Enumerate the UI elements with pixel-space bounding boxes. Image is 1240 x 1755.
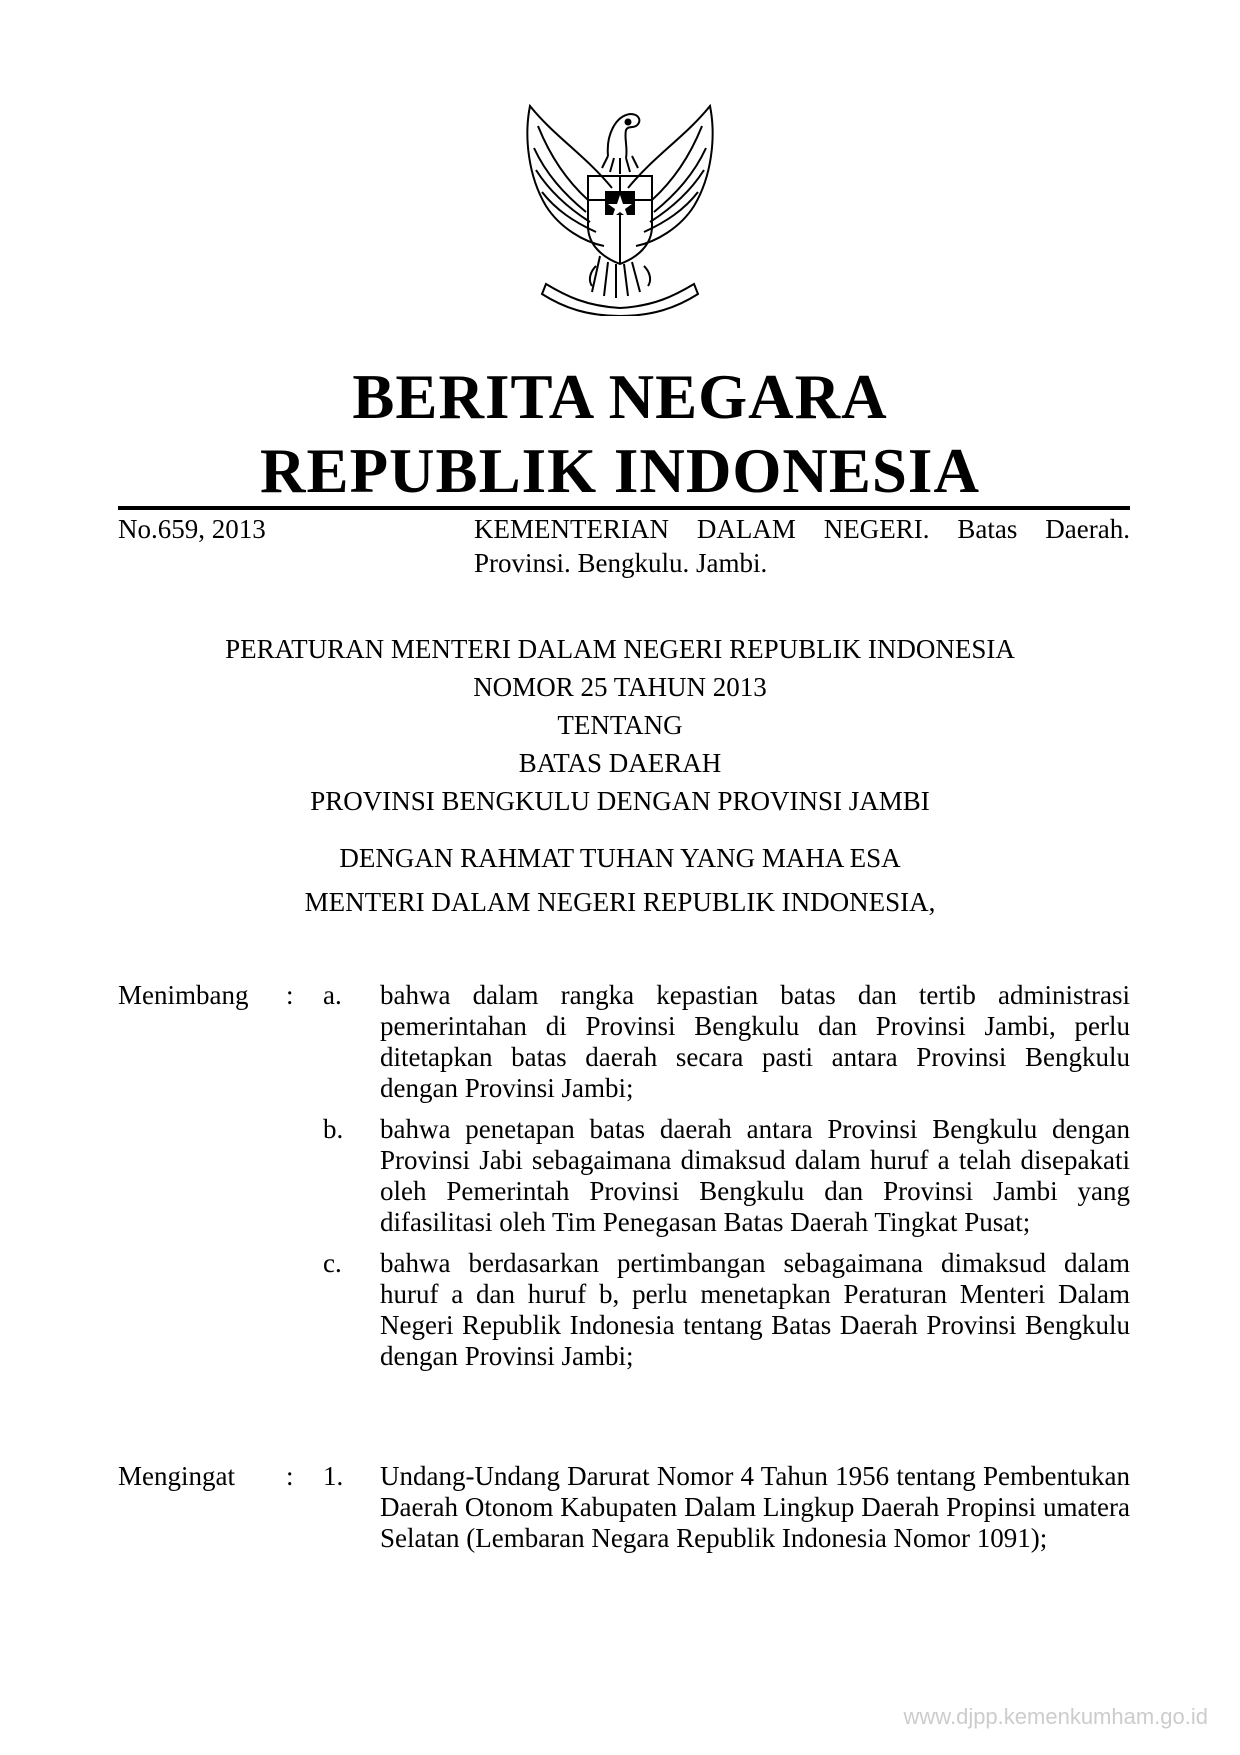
issue-number: No.659, 2013 <box>118 514 266 544</box>
watermark-url: www.djpp.kemenkumham.go.id <box>903 1704 1208 1729</box>
regulation-number: NOMOR 25 TAHUN 2013 <box>473 672 767 702</box>
section-label: Mengingat <box>118 1461 235 1491</box>
issue-topic-line: Provinsi. Bengkulu. Jambi. <box>474 548 768 578</box>
regulation-subject-detail: PROVINSI BENGKULU DENGAN PROVINSI JAMBI <box>310 786 930 816</box>
regulation-title <box>0 630 1240 924</box>
menimbang-section <box>118 980 1130 1382</box>
masthead-rule <box>118 506 1130 510</box>
list-item <box>118 1461 1130 1554</box>
masthead-title: BERITA NEGARA <box>352 362 888 432</box>
list-item-marker: a. <box>323 980 342 1010</box>
regulation-subject: BATAS DAERAH <box>518 748 722 778</box>
section-colon: : <box>286 980 294 1010</box>
regulation-title-line: PERATURAN MENTERI DALAM NEGERI REPUBLIK INDONESIA <box>225 634 1015 664</box>
list-item-marker: c. <box>323 1248 342 1278</box>
garuda-pancasila-emblem-icon <box>516 96 724 316</box>
regulation-about: TENTANG <box>557 710 683 740</box>
issue-topic-line: KEMENTERIAN DALAM NEGERI. Batas Daerah. <box>474 514 1130 544</box>
spacer <box>0 820 1240 836</box>
list-item-marker: 1. <box>323 1461 344 1491</box>
section-colon: : <box>286 1461 294 1491</box>
invocation: DENGAN RAHMAT TUHAN YANG MAHA ESA <box>339 843 901 873</box>
list-item-marker: b. <box>323 1114 344 1144</box>
list-item <box>118 1114 1130 1238</box>
issue-topic <box>474 512 1130 580</box>
list-item-text: bahwa dalam rangka kepastian batas dan tertib administrasi pemerintahan di Provinsi Bengkulu dan Provinsi Jambi, perlu ditetapkan batas daerah secara pasti antara Provinsi Bengkulu dengan Provinsi Jambi; <box>380 980 1130 1103</box>
list-item <box>118 1248 1130 1372</box>
list-item <box>118 980 1130 1104</box>
list-item-text: bahwa berdasarkan pertimbangan sebagaimana dimaksud dalam huruf a dan huruf b, perlu menetapkan Peraturan Menteri Dalam Negeri Republik Indonesia tentang Batas Daerah Provinsi Bengkulu dengan Provinsi Jambi; <box>380 1248 1130 1371</box>
section-label: Menimbang <box>118 980 249 1010</box>
list-item-text: bahwa penetapan batas daerah antara Provinsi Bengkulu dengan Provinsi Jabi sebagaimana dimaksud dalam huruf a telah disepakati oleh Pemerintah Provinsi Bengkulu dan Provinsi Jambi yang difasilitasi oleh Tim Penegasan Batas Daerah Tingkat Pusat; <box>380 1114 1130 1237</box>
issuer: MENTERI DALAM NEGERI REPUBLIK INDONESIA, <box>304 887 936 917</box>
list-item-text: Undang-Undang Darurat Nomor 4 Tahun 1956 tentang Pembentukan Daerah Otonom Kabupaten Dalam Lingkup Daerah Propinsi umatera Selatan (Lembaran Negara Republik Indonesia Nomor 1091); <box>380 1461 1130 1553</box>
mengingat-section <box>118 1461 1130 1564</box>
masthead-subtitle: REPUBLIK INDONESIA <box>260 436 980 506</box>
